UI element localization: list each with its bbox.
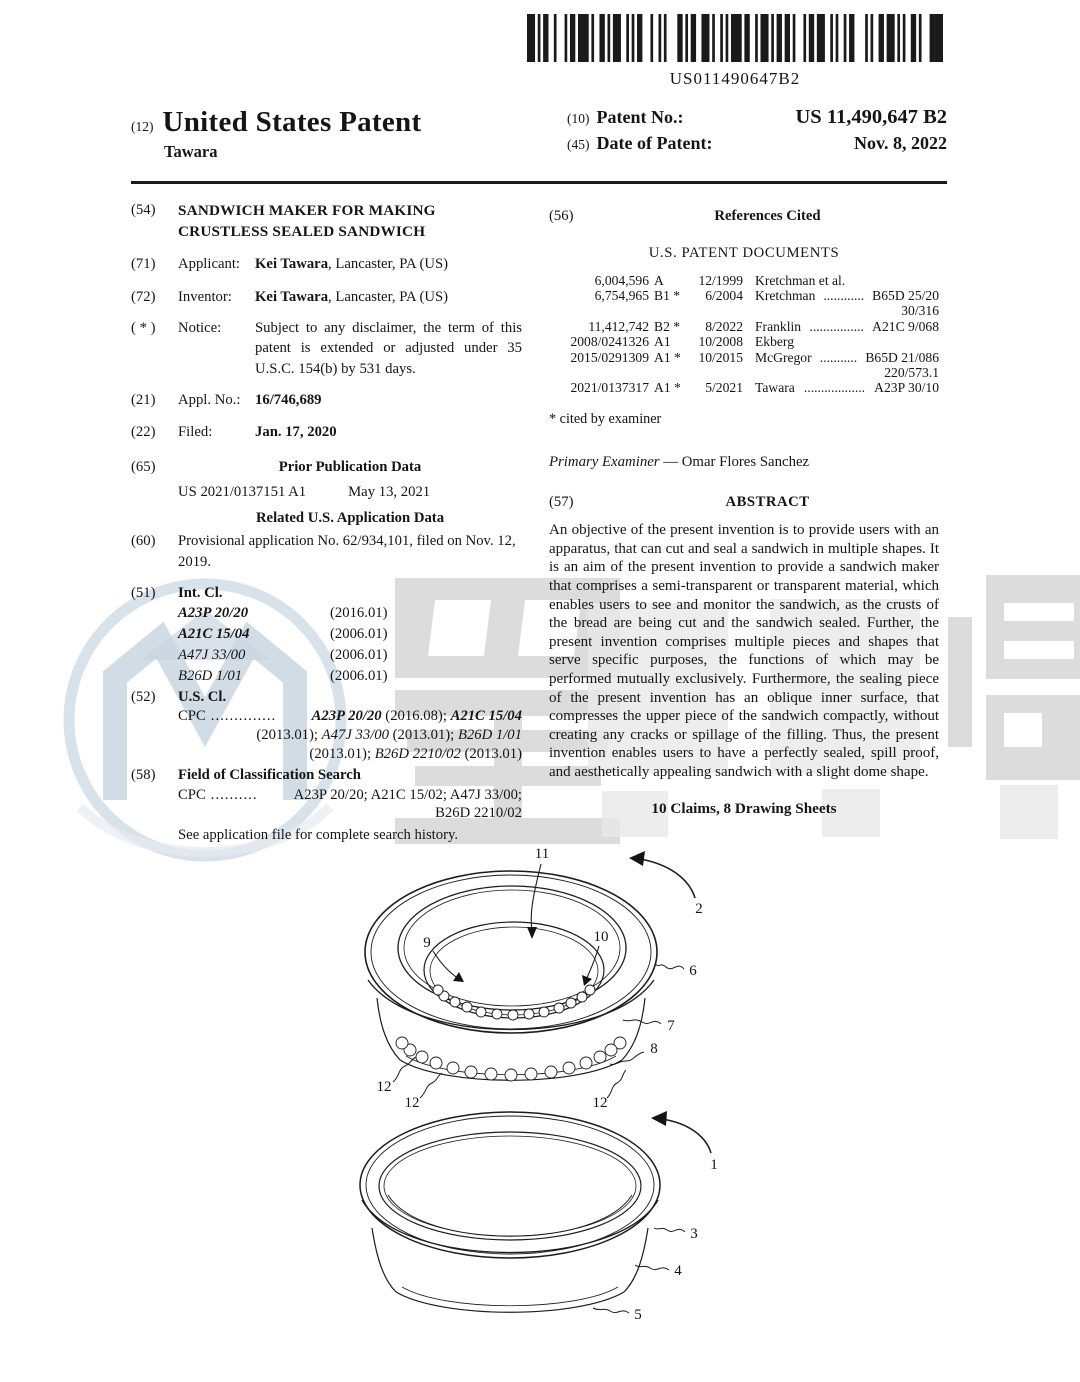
inid-71: (71) (131, 256, 156, 272)
filed-value: Jan. 17, 2020 (255, 423, 337, 440)
title-line2: CRUSTLESS SEALED SANDWICH (178, 223, 426, 240)
references-heading-row (549, 200, 939, 231)
primary-examiner-label: Primary Examiner (549, 453, 660, 470)
int-cl-row: B26D 1/01 (2006.01) (178, 667, 388, 684)
int-cl-row: A47J 33/00 (2006.01) (178, 646, 388, 663)
ref-numeral-12c: 12 (592, 1095, 608, 1111)
patent-no-label: Patent No.: (596, 107, 684, 127)
inid-star: ( * ) (131, 319, 156, 336)
primary-examiner-line (549, 452, 939, 473)
reference-continuation: 30/316 (901, 303, 939, 319)
header (131, 106, 947, 162)
abstract-heading: ABSTRACT (725, 494, 810, 511)
reference-row: 2008/0241326 A1 10/2008 Ekberg (570, 334, 795, 350)
reference-row: 6,754,965 B1 * 6/2004 Kretchman ............ B65D 25/20 (594, 288, 939, 303)
ref-numeral-1: 1 (710, 1157, 718, 1173)
prior-pub-heading: Prior Publication Data (278, 458, 422, 475)
inventor-label: Inventor: (178, 288, 232, 305)
notice-text: Subject to any disclaimer, the term of this patent is extended or adjusted under 35 U.S.C. 154(b) by 531 days. (255, 319, 522, 378)
inid-60: (60) (131, 532, 156, 549)
reference-row: 11,412,742 B2 * 8/2022 Franklin ................ A21C 9/068 (588, 318, 939, 334)
ref-numeral-6: 6 (689, 963, 697, 979)
invention-title (131, 200, 522, 242)
inid-21: (21) (131, 391, 156, 408)
applicant-label: Applicant: (178, 256, 240, 272)
ref-numeral-5: 5 (634, 1307, 642, 1323)
primary-examiner-name: — Omar Flores Sanchez (659, 453, 810, 470)
us-cl-heading: U.S. Cl. (178, 688, 227, 705)
inid-10: (10) (567, 111, 590, 126)
field-cpc-line1: CPC .......... A23P 20/20; A21C 15/02; A47J 33/00; (178, 786, 522, 803)
related-data-row (131, 531, 522, 573)
header-rule (131, 181, 947, 184)
barcode-block (527, 14, 943, 89)
us-patent-documents-heading: U.S. PATENT DOCUMENTS (648, 244, 840, 261)
search-history-note: See application file for complete search history. (178, 827, 459, 844)
date-of-patent-label: Date of Patent: (596, 133, 713, 153)
cpc-line2: (2013.01); A47J 33/00 (2013.01); B26D 1/01 (256, 727, 522, 744)
int-cl-heading: Int. Cl. (178, 584, 223, 601)
page-title: United States Patent (162, 106, 422, 138)
int-cl-heading-row (131, 583, 522, 604)
field-heading: Field of Classification Search (178, 766, 361, 783)
reference-row: 2021/0137317 A1 * 5/2021 Tawara .................. A23P 30/10 (570, 380, 939, 396)
ref-numeral-7: 7 (667, 1018, 675, 1034)
ref-numeral-11: 11 (534, 846, 550, 862)
inventor-surname: Tawara (164, 142, 218, 161)
patent-no-value: US 11,490,647 B2 (795, 106, 947, 128)
notice-row (131, 318, 522, 380)
ref-numeral-10: 10 (593, 929, 609, 945)
abstract-heading-row (549, 492, 939, 513)
ref-numeral-2: 2 (695, 901, 703, 917)
figure-1-base-piece (360, 1111, 718, 1323)
right-column (549, 200, 939, 819)
cpc-line3: (2013.01); B26D 2210/02 (2013.01) (309, 745, 522, 762)
reference-continuation: 220/573.1 (884, 365, 939, 381)
applicant-rest: , Lancaster, PA (US) (328, 256, 449, 272)
reference-row: 2015/0291309 A1 * 10/2015 McGregor ........... B65D 21/086 (570, 349, 939, 365)
field-cpc-line2: B26D 2210/02 (435, 805, 522, 822)
prior-pub-heading-row (131, 457, 522, 482)
inid-58: (58) (131, 766, 156, 783)
barcode (527, 14, 943, 62)
field-heading-row (131, 765, 522, 786)
inventor-rest: , Lancaster, PA (US) (328, 288, 449, 305)
ref-numeral-8: 8 (650, 1041, 658, 1057)
int-cl-row: A23P 20/20 (2016.01) (178, 605, 388, 622)
title-line1: SANDWICH MAKER FOR MAKING (178, 202, 436, 219)
patent-drawing (320, 840, 780, 1360)
inid-72: (72) (131, 288, 156, 305)
inid-22: (22) (131, 423, 156, 440)
references-heading: References Cited (714, 208, 821, 224)
inid-45: (45) (567, 137, 590, 152)
inid-57: (57) (549, 494, 574, 511)
figure-2-sealing-piece (365, 846, 703, 1111)
date-of-patent-value: Nov. 8, 2022 (853, 133, 947, 153)
inventor-row (131, 287, 522, 308)
left-column (131, 200, 522, 846)
applicant-name: Kei Tawara (255, 256, 329, 272)
references-table (549, 273, 939, 396)
us-cl-heading-row (131, 687, 522, 708)
inid-52: (52) (131, 688, 156, 705)
int-cl-row: A21C 15/04 (2006.01) (178, 626, 388, 643)
applicant-row (131, 254, 522, 275)
inid-51: (51) (131, 584, 156, 601)
kind-code-12: (12) (131, 119, 154, 134)
abstract-text: An objective of the present invention is to provide users with an apparatus, that can cut and seal a sandwich in multiple shapes. It is an aim of the present invention to provide a sandwich maker that comprises a semi-transparent or transparent material, which enables users to see and monitor the sandwich, as the crusts of the bread are being cut and the sandwich sealed. Further, the present invention comprises multiple pieces and shapes that serve specific purposes, the functions of which may be performed mutually exclusively. Furthermore, the sealing piece of the present invention has an oblique inner surface, that compresses the upper piece of the sandwich compactly, without creating any cracks or spillage of the filling. Thus, the present invention enables users to have a perfectly sealed, spill proof, and aesthetically appealing sandwich with a slight dome shape. (549, 522, 939, 780)
ref-numeral-12a: 12 (376, 1079, 392, 1095)
ref-numeral-4: 4 (674, 1263, 682, 1279)
barcode-text: US011490647B2 (669, 69, 801, 88)
prior-pub-date: May 13, 2021 (348, 484, 431, 501)
cpc-line1: CPC .............. A23P 20/20 (2016.08); A21C 15/04 (178, 708, 522, 725)
prior-pub-data (178, 482, 522, 503)
inventor-name: Kei Tawara (255, 288, 329, 305)
ref-numeral-3: 3 (690, 1226, 698, 1242)
related-data-heading: Related U.S. Application Data (255, 510, 445, 527)
filed-label: Filed: (178, 423, 213, 440)
appl-no-label: Appl. No.: (178, 391, 241, 408)
inid-54: (54) (131, 202, 156, 218)
related-data-text: Provisional application No. 62/934,101, filed on Nov. 12, 2019. (178, 532, 516, 570)
cpc-leader-dots: .............. (210, 708, 277, 725)
cited-by-examiner-note: * cited by examiner (549, 410, 662, 427)
appl-no-value: 16/746,689 (255, 391, 322, 408)
field-cpc-label: CPC (178, 786, 206, 803)
notice-label: Notice: (178, 319, 222, 336)
inid-65: (65) (131, 458, 156, 475)
ref-numeral-9: 9 (423, 935, 431, 951)
claims-drawing-sheets-line: 10 Claims, 8 Drawing Sheets (651, 799, 837, 817)
header-right (567, 106, 947, 162)
inid-56: (56) (549, 208, 574, 224)
field-leader-dots: .......... (210, 786, 258, 803)
reference-row: 6,004,596 A 12/1999 Kretchman et al. (594, 272, 846, 288)
ref-numeral-12b: 12 (404, 1095, 420, 1111)
header-left (131, 106, 421, 162)
cpc-label: CPC (178, 708, 206, 725)
appl-no-row (131, 390, 522, 411)
prior-pub-number: US 2021/0137151 A1 (178, 484, 307, 501)
filed-row (131, 422, 522, 443)
